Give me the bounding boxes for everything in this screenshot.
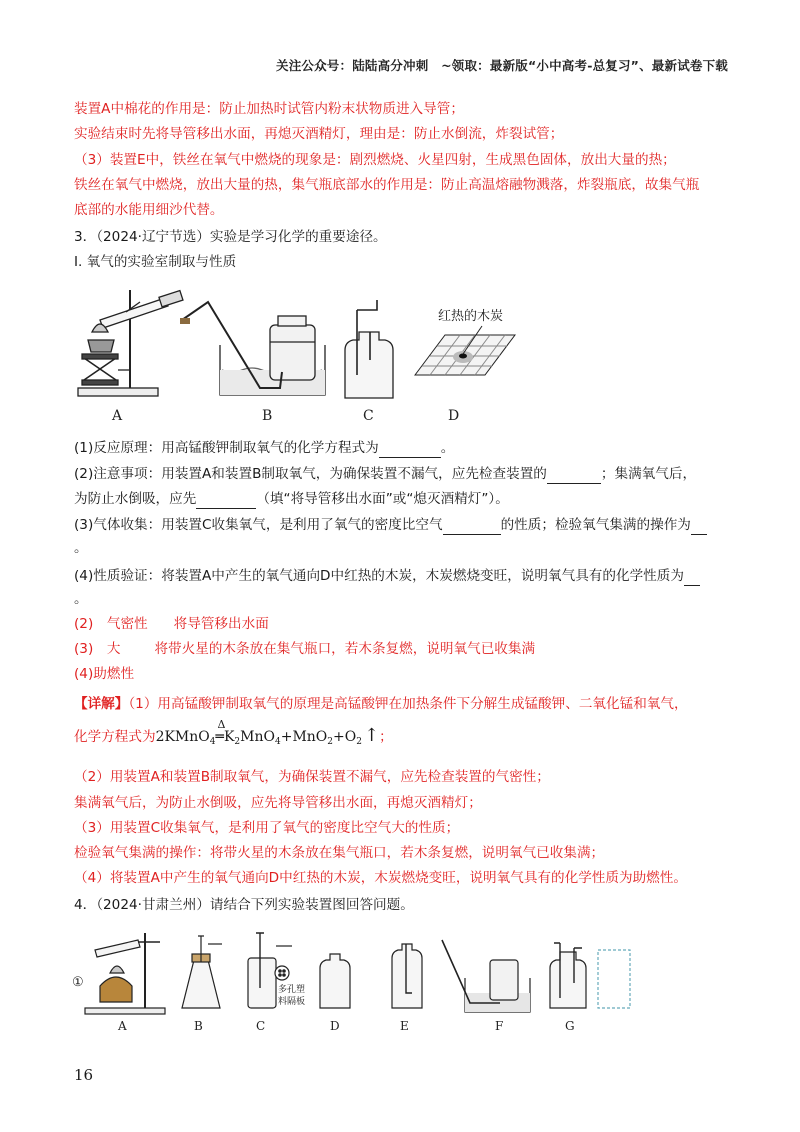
question-3-part-2: (2)注意事项：用装置A和装置B制取氧气，为确保装置不漏气，应先检查装置的 ；集满氧气后， bbox=[74, 466, 697, 482]
question-3-part-4-end: 。 bbox=[74, 591, 88, 607]
q3-apparatus-figure bbox=[70, 280, 530, 430]
figure-label: E bbox=[400, 1019, 409, 1033]
detail-line: （3）用装置C收集氧气，是利用了氧气的密度比空气大的性质； bbox=[74, 820, 460, 836]
detail-line: 集满氧气后，为防止水倒吸，应先将导管移出水面，再熄灭酒精灯； bbox=[74, 795, 482, 811]
question-3-part-1: (1)反应原理：用高锰酸钾制取氧气的化学方程式为 。 bbox=[74, 440, 455, 456]
apparatus-a bbox=[85, 933, 165, 1014]
answer-blank[interactable] bbox=[547, 469, 601, 484]
equation-line: 化学方程式为2KMnO$_4$ Δ $═K_2MnO_4+MnO_2+O_2$ ↑； bbox=[74, 718, 393, 747]
figure-label: G bbox=[565, 1019, 575, 1033]
answer-4: (4)助燃性 bbox=[74, 666, 135, 682]
page-number: 16 bbox=[74, 1066, 94, 1084]
answer-line: 铁丝在氧气中燃烧，放出大量的热，集气瓶底部水的作用是：防止高温熔融物溅落，炸裂瓶底，故集气瓶 bbox=[74, 177, 700, 193]
answer-2: (2) 气密性 将导管移出水面 bbox=[74, 616, 269, 632]
figure-note: 多孔塑 bbox=[278, 985, 306, 995]
answer-3: (3) 大 将带火星的木条放在集气瓶口，若木条复燃，说明氧气已收集满 bbox=[74, 641, 536, 657]
figure-label: B bbox=[262, 408, 273, 424]
answer-blank[interactable] bbox=[443, 520, 501, 535]
question-3-part-2-cont: 为防止水倒吸，应先 （填“将导管移出水面”或“熄灭酒精灯”）。 bbox=[74, 491, 509, 507]
figure-label: A bbox=[112, 408, 123, 424]
answer-blank[interactable] bbox=[379, 443, 441, 458]
apparatus-c bbox=[345, 300, 393, 398]
q4-apparatus-figure bbox=[70, 928, 650, 1038]
answer-line: （3）装置E中，铁丝在氧气中燃烧的现象是：剧烈燃烧、火星四射，生成黑色固体，放出大量的热； bbox=[74, 152, 676, 168]
question-3-section: Ⅰ. 氧气的实验室制取与性质 bbox=[74, 254, 237, 270]
apparatus-d bbox=[320, 954, 350, 1008]
figure-caption: 红热的木炭 bbox=[438, 309, 504, 324]
question-3-part-3: (3)气体收集：用装置C收集氧气，是利用了氧气的密度比空气 的性质；检验氧气集满的操作为 bbox=[74, 515, 734, 535]
apparatus-b bbox=[182, 936, 222, 1008]
detail-tag: 【详解】 bbox=[74, 696, 129, 712]
answer-blank[interactable] bbox=[691, 520, 707, 535]
figure-label: D bbox=[330, 1019, 340, 1033]
question-3-title: 3．（2024·辽宁节选）实验是学习化学的重要途径。 bbox=[74, 229, 387, 245]
detail-line: （2）用装置A和装置B制取氧气，为确保装置不漏气，应先检查装置的气密性； bbox=[74, 769, 550, 785]
figure-label: C bbox=[256, 1019, 266, 1033]
apparatus-d bbox=[415, 326, 515, 375]
answer-line: 底部的水能用细沙代替。 bbox=[74, 202, 224, 218]
apparatus-e bbox=[392, 944, 422, 1008]
question-4-title: 4．（2024·甘肃兰州）请结合下列实验装置图回答问题。 bbox=[74, 897, 414, 913]
figure-label: B bbox=[194, 1019, 203, 1033]
detail-line: （4）将装置A中产生的氧气通向D中红热的木炭，木炭燃烧变旺，说明氧气具有的化学性质为助燃性。 bbox=[74, 870, 687, 886]
answer-line: 实验结束时先将导管移出水面，再熄灭酒精灯，理由是：防止水倒流，炸裂试管； bbox=[74, 126, 564, 142]
apparatus-g bbox=[550, 943, 630, 1008]
figure-label: C bbox=[363, 408, 374, 424]
apparatus-b bbox=[180, 302, 325, 395]
figure-note: 料隔板 bbox=[278, 997, 306, 1007]
detail-line: 检验氧气集满的操作：将带火星的木条放在集气瓶口，若木条复燃，说明氧气已收集满； bbox=[74, 845, 605, 861]
question-3-part-4: (4)性质验证：将装置A中产生的氧气通向D中红热的木炭，木炭燃烧变旺，说明氧气具有的化学性质为 bbox=[74, 566, 734, 586]
question-3-part-3-end: 。 bbox=[74, 540, 88, 556]
figure-label: A bbox=[118, 1019, 127, 1033]
apparatus-a bbox=[78, 290, 183, 396]
figure-circle-label: ① bbox=[72, 975, 84, 990]
answer-line: 装置A中棉花的作用是：防止加热时试管内粉末状物质进入导管； bbox=[74, 101, 464, 117]
detail-line-1: 【详解】（1）用高锰酸钾制取氧气的原理是高锰酸钾在加热条件下分解生成锰酸钾、二氧化锰和氧气， bbox=[74, 696, 688, 712]
chemical-equation: 2KMnO$_4$ Δ $═K_2MnO_4+MnO_2+O_2$ ↑ bbox=[155, 718, 380, 747]
figure-label: D bbox=[448, 408, 460, 424]
answer-blank[interactable] bbox=[684, 571, 700, 586]
page-header: 关注公众号：陆陆高分冲刺 ~领取：最新版“小中高考-总复习”、最新试卷下载 bbox=[276, 58, 728, 73]
answer-blank[interactable] bbox=[196, 494, 256, 509]
figure-label: F bbox=[495, 1019, 504, 1033]
apparatus-f bbox=[442, 940, 530, 1012]
